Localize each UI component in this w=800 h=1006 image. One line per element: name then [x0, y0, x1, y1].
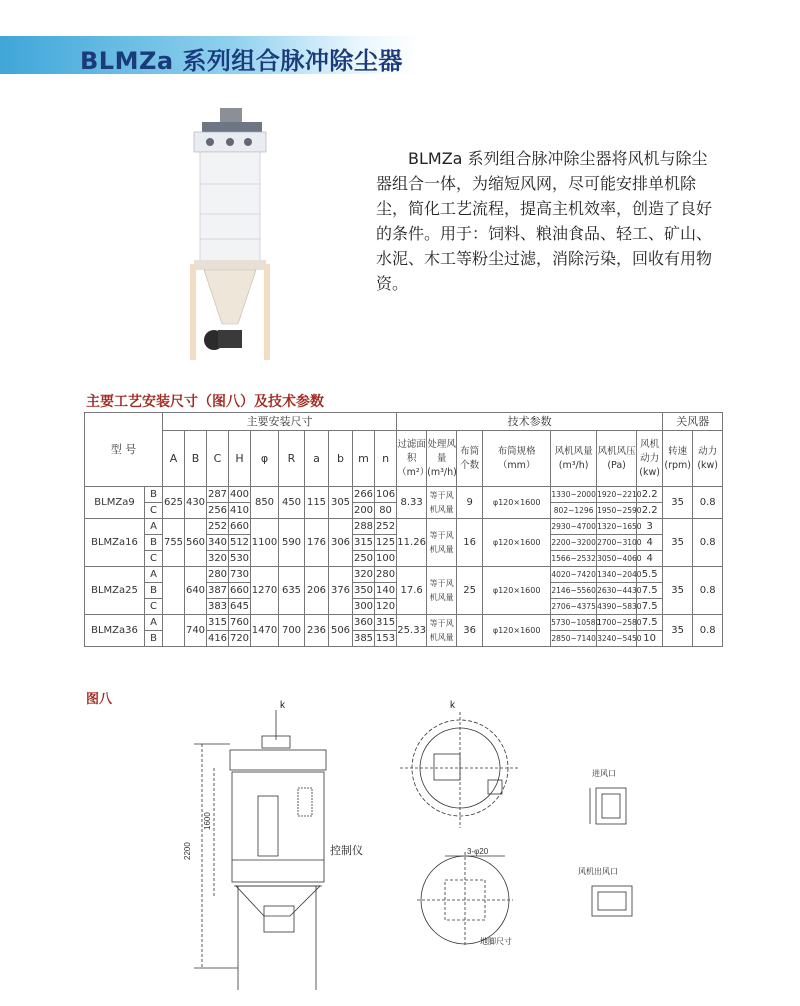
- table-cell: 等于风机风量: [427, 567, 457, 615]
- table-row: [85, 567, 723, 583]
- th-dim-col: B: [185, 431, 207, 487]
- th-model: 型 号: [85, 413, 163, 487]
- table-cell: B: [145, 631, 163, 647]
- table-cell: BLMZa25: [85, 567, 145, 615]
- table-cell: 8.33: [397, 487, 427, 519]
- table-cell: 1270: [251, 567, 279, 615]
- table-cell: 140: [375, 583, 397, 599]
- table-cell: 1100: [251, 519, 279, 567]
- table-cell: 645: [229, 599, 251, 615]
- intro-paragraph: [376, 146, 716, 296]
- table-cell: 252: [375, 519, 397, 535]
- table-cell: 1950~2590: [597, 503, 637, 519]
- table-cell: 36: [457, 615, 483, 647]
- table-cell: 206: [305, 567, 329, 615]
- th-tech-col: 布筒个数: [457, 431, 483, 487]
- spec-table: [84, 412, 723, 647]
- table-cell: 320: [353, 567, 375, 583]
- table-cell: C: [145, 503, 163, 519]
- k-label-1: k: [280, 700, 285, 711]
- table-cell: 4020~7420: [551, 567, 597, 583]
- th-tech-col: 布筒规格（mm）: [483, 431, 551, 487]
- foot-label: 地脚尺寸: [480, 937, 512, 946]
- dim-1600: 1600: [203, 812, 212, 830]
- table-cell: 590: [279, 519, 305, 567]
- table-cell: 1320~1650: [597, 519, 637, 535]
- table-cell: 315: [207, 615, 229, 631]
- inlet-drawing: [588, 782, 638, 830]
- table-cell: 660: [229, 519, 251, 535]
- table-cell: 2706~4375: [551, 599, 597, 615]
- table-cell: [163, 567, 185, 615]
- page-title: BLMZa 系列组合脉冲除尘器: [80, 47, 403, 75]
- table-cell: 400: [229, 487, 251, 503]
- table-cell: 11.26: [397, 519, 427, 567]
- controller-label: 控制仪: [330, 844, 363, 857]
- table-cell: φ120×1600: [483, 567, 551, 615]
- th-dim-col: H: [229, 431, 251, 487]
- table-cell: 2930~4700: [551, 519, 597, 535]
- table-cell: 0.8: [693, 615, 723, 647]
- table-cell: 153: [375, 631, 397, 647]
- table-cell: 4: [637, 535, 663, 551]
- table-cell: 287: [207, 487, 229, 503]
- table-cell: 266: [353, 487, 375, 503]
- table-cell: 315: [353, 535, 375, 551]
- table-cell: 530: [229, 551, 251, 567]
- th-dim-col: A: [163, 431, 185, 487]
- table-cell: 850: [251, 487, 279, 519]
- table-row: [85, 519, 723, 535]
- th-tech-col: 过滤面积（m²）: [397, 431, 427, 487]
- table-cell: 2700~3100: [597, 535, 637, 551]
- table-cell: 288: [353, 519, 375, 535]
- table-cell: 280: [207, 567, 229, 583]
- table-cell: 252: [207, 519, 229, 535]
- table-cell: BLMZa9: [85, 487, 145, 519]
- table-cell: 2.2: [637, 503, 663, 519]
- table-cell: A: [145, 567, 163, 583]
- table-cell: 802~1296: [551, 503, 597, 519]
- table-cell: 640: [185, 567, 207, 615]
- inlet-label: 进风口: [592, 769, 616, 778]
- table-cell: 256: [207, 503, 229, 519]
- th-dim-col: b: [329, 431, 353, 487]
- table-cell: 17.6: [397, 567, 427, 615]
- table-cell: 280: [375, 567, 397, 583]
- table-cell: [163, 615, 185, 647]
- table-cell: 5.5: [637, 567, 663, 583]
- table-cell: 2850~7140: [551, 631, 597, 647]
- table-cell: 416: [207, 631, 229, 647]
- section-title: 主要工艺安装尺寸（图八）及技术参数: [86, 394, 324, 410]
- table-cell: 2.2: [637, 487, 663, 503]
- table-cell: 7.5: [637, 583, 663, 599]
- table-cell: 200: [353, 503, 375, 519]
- th-dim-col: R: [279, 431, 305, 487]
- table-cell: 4: [637, 551, 663, 567]
- table-cell: 0.8: [693, 519, 723, 567]
- intro-text: BLMZa 系列组合脉冲除尘器将风机与除尘器组合一体，为缩短风网，尽可能安排单机除尘，简化工艺流程，提高主机效率，创造了良好的条件。用于：饲料、粮油食品、轻工、矿山、水泥、木工等粉尘过滤，消除污染，回收有用物资。: [376, 149, 713, 293]
- table-cell: B: [145, 535, 163, 551]
- table-cell: 625: [163, 487, 185, 519]
- table-cell: 0.8: [693, 567, 723, 615]
- table-cell: 7.5: [637, 599, 663, 615]
- table-cell: 25.33: [397, 615, 427, 647]
- table-cell: 720: [229, 631, 251, 647]
- th-fan-col: 转速(rpm): [663, 431, 693, 487]
- table-cell: 35: [663, 615, 693, 647]
- table-cell: A: [145, 615, 163, 631]
- k-label-2: k: [450, 700, 455, 711]
- table-cell: BLMZa16: [85, 519, 145, 567]
- table-cell: 4390~5830: [597, 599, 637, 615]
- table-cell: 120: [375, 599, 397, 615]
- dim-3-phi20: 3-φ20: [467, 848, 489, 856]
- table-cell: 755: [163, 519, 185, 567]
- table-cell: 430: [185, 487, 207, 519]
- table-cell: 5730~10580: [551, 615, 597, 631]
- fan-outlet-drawing: [586, 882, 642, 922]
- th-tech-col: 风机风量(m³/h): [551, 431, 597, 487]
- table-cell: 512: [229, 535, 251, 551]
- th-fan-col: 动力(kw): [693, 431, 723, 487]
- table-cell: 700: [279, 615, 305, 647]
- table-cell: 660: [229, 583, 251, 599]
- table-cell: 760: [229, 615, 251, 631]
- table-cell: 360: [353, 615, 375, 631]
- table-cell: 35: [663, 487, 693, 519]
- table-cell: 340: [207, 535, 229, 551]
- table-cell: 506: [329, 615, 353, 647]
- table-cell: 320: [207, 551, 229, 567]
- table-cell: 740: [185, 615, 207, 647]
- th-dim-col: a: [305, 431, 329, 487]
- table-cell: C: [145, 599, 163, 615]
- table-cell: 387: [207, 583, 229, 599]
- table-cell: 3: [637, 519, 663, 535]
- table-cell: A: [145, 519, 163, 535]
- table-cell: 1566~2532: [551, 551, 597, 567]
- table-cell: 1700~2580: [597, 615, 637, 631]
- table-cell: 3050~4060: [597, 551, 637, 567]
- table-cell: 100: [375, 551, 397, 567]
- top-view-drawing: [390, 698, 550, 848]
- table-cell: 115: [305, 487, 329, 519]
- table-cell: φ120×1600: [483, 487, 551, 519]
- table-row: [85, 615, 723, 631]
- th-tech-col: 风机动力(kw): [637, 431, 663, 487]
- table-cell: 等于风机风量: [427, 519, 457, 567]
- table-cell: 125: [375, 535, 397, 551]
- table-cell: C: [145, 551, 163, 567]
- th-dim-col: C: [207, 431, 229, 487]
- table-cell: 35: [663, 519, 693, 567]
- th-fan: 关风器: [663, 413, 723, 431]
- dim-2200: 2200: [183, 842, 192, 860]
- table-cell: 305: [329, 487, 353, 519]
- table-cell: 350: [353, 583, 375, 599]
- table-cell: 300: [353, 599, 375, 615]
- table-cell: 176: [305, 519, 329, 567]
- foot-plan-drawing: [405, 848, 545, 948]
- table-cell: 2200~3200: [551, 535, 597, 551]
- table-row: [85, 487, 723, 503]
- table-cell: 730: [229, 567, 251, 583]
- table-cell: 10: [637, 631, 663, 647]
- fan-outlet-label: 风机出风口: [578, 867, 618, 876]
- table-cell: 0.8: [693, 487, 723, 519]
- table-cell: 7.5: [637, 615, 663, 631]
- th-dim-col: m: [353, 431, 375, 487]
- th-tech-col: 处理风量(m³/h): [427, 431, 457, 487]
- table-cell: 376: [329, 567, 353, 615]
- th-tech-col: 风机风压(Pa): [597, 431, 637, 487]
- th-dim-col: φ: [251, 431, 279, 487]
- table-cell: 16: [457, 519, 483, 567]
- table-cell: φ120×1600: [483, 615, 551, 647]
- table-cell: 1470: [251, 615, 279, 647]
- table-cell: 3240~5450: [597, 631, 637, 647]
- table-cell: 等于风机风量: [427, 615, 457, 647]
- table-cell: BLMZa36: [85, 615, 145, 647]
- table-cell: 410: [229, 503, 251, 519]
- dust-collector-photo: [180, 104, 280, 364]
- table-cell: 2630~4430: [597, 583, 637, 599]
- th-dim-col: n: [375, 431, 397, 487]
- th-tech: 技术参数: [397, 413, 663, 431]
- th-dims: 主要安装尺寸: [163, 413, 397, 431]
- table-cell: 1920~2210: [597, 487, 637, 503]
- figure-title: 图八: [86, 692, 113, 707]
- table-cell: 306: [329, 519, 353, 567]
- table-cell: 560: [185, 519, 207, 567]
- table-cell: 2146~5560: [551, 583, 597, 599]
- table-cell: 635: [279, 567, 305, 615]
- table-cell: 等于风机风量: [427, 487, 457, 519]
- table-cell: B: [145, 583, 163, 599]
- table-cell: φ120×1600: [483, 519, 551, 567]
- table-cell: 315: [375, 615, 397, 631]
- table-cell: 25: [457, 567, 483, 615]
- table-cell: 236: [305, 615, 329, 647]
- table-cell: 80: [375, 503, 397, 519]
- table-cell: 385: [353, 631, 375, 647]
- table-cell: 450: [279, 487, 305, 519]
- table-cell: 9: [457, 487, 483, 519]
- table-cell: 1330~2000: [551, 487, 597, 503]
- table-cell: 106: [375, 487, 397, 503]
- table-cell: B: [145, 487, 163, 503]
- table-cell: 250: [353, 551, 375, 567]
- table-cell: 1340~2040: [597, 567, 637, 583]
- table-cell: 383: [207, 599, 229, 615]
- table-cell: 35: [663, 567, 693, 615]
